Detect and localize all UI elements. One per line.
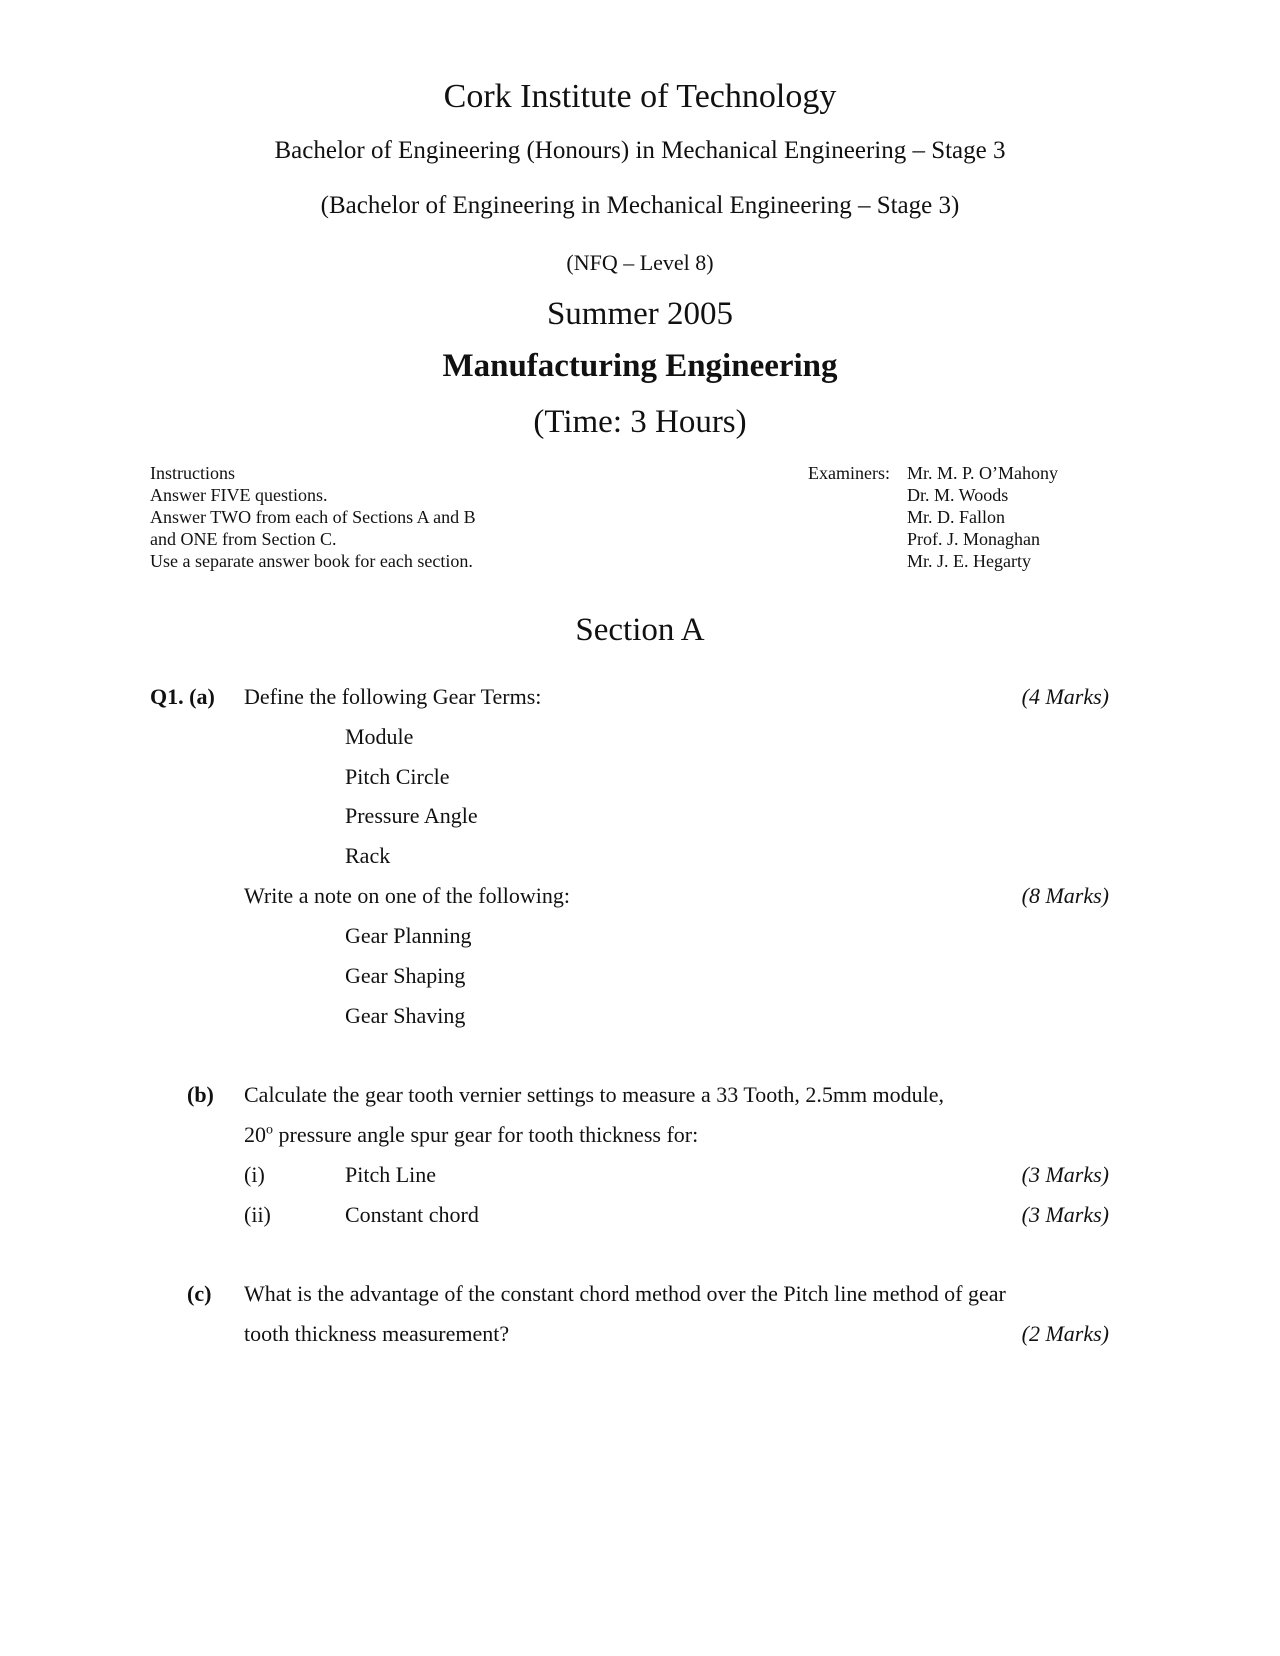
instruction-line: and ONE from Section C. xyxy=(150,529,337,549)
marks-label: (3 Marks) xyxy=(1021,1202,1109,1227)
nfq-level: (NFQ – Level 8) xyxy=(566,250,714,275)
examiner-name: Dr. M. Woods xyxy=(907,485,1009,505)
instruction-line: Answer TWO from each of Sections A and B xyxy=(150,507,476,527)
degree-symbol: o xyxy=(266,1122,273,1138)
gear-term: Module xyxy=(345,724,414,749)
part-b-line-2 xyxy=(244,1122,698,1148)
instructions-block xyxy=(150,462,476,572)
gear-term: Pressure Angle xyxy=(345,803,478,828)
question-label: Q1. (a) xyxy=(150,684,215,709)
note-topic: Gear Planning xyxy=(345,923,472,948)
part-c-line-2: tooth thickness measurement? xyxy=(244,1321,510,1346)
note-topic: Gear Shaving xyxy=(345,1003,466,1028)
part-c-line-1: What is the advantage of the constant chord method over the Pitch line method of gear xyxy=(244,1281,1006,1306)
examiner-name: Mr. J. E. Hegarty xyxy=(907,551,1031,571)
gear-term: Rack xyxy=(345,843,391,868)
module-title: Manufacturing Engineering xyxy=(442,348,838,384)
programme-title: Bachelor of Engineering (Honours) in Mechanical Engineering – Stage 3 xyxy=(274,137,1006,164)
examiner-name: Prof. J. Monaghan xyxy=(907,529,1040,549)
programme-subtitle: (Bachelor of Engineering in Mechanical Engineering – Stage 3) xyxy=(320,192,960,219)
sub-item-text: Pitch Line xyxy=(345,1162,437,1187)
instruction-line: Use a separate answer book for each section. xyxy=(150,551,473,571)
part-a-prompt-1: Define the following Gear Terms: xyxy=(244,684,542,709)
sub-item-number: (ii) xyxy=(244,1202,271,1227)
exam-duration: (Time: 3 Hours) xyxy=(533,404,747,440)
marks-label: (3 Marks) xyxy=(1021,1162,1109,1187)
marks-label: (2 Marks) xyxy=(1021,1321,1109,1346)
examiners-label: Examiners: xyxy=(808,463,890,483)
part-a-prompt-2: Write a note on one of the following: xyxy=(244,883,570,908)
institution-title: Cork Institute of Technology xyxy=(443,78,837,115)
examiners-list xyxy=(907,462,1058,572)
examiner-name: Mr. D. Fallon xyxy=(907,507,1006,527)
section-title: Section A xyxy=(575,612,705,648)
part-label: (c) xyxy=(187,1281,212,1306)
part-b-line-2-text: pressure angle spur gear for tooth thickness for: xyxy=(273,1122,699,1147)
marks-label: (4 Marks) xyxy=(1021,684,1109,709)
angle-value: 20 xyxy=(244,1122,266,1147)
instructions-heading: Instructions xyxy=(150,463,235,483)
gear-term: Pitch Circle xyxy=(345,764,450,789)
sub-item-number: (i) xyxy=(244,1162,265,1187)
exam-session: Summer 2005 xyxy=(546,296,734,332)
part-b-line-1: Calculate the gear tooth vernier settings to measure a 33 Tooth, 2.5mm module, xyxy=(244,1082,945,1107)
part-label: (b) xyxy=(187,1082,214,1107)
marks-label: (8 Marks) xyxy=(1021,883,1109,908)
examiner-name: Mr. M. P. O’Mahony xyxy=(907,463,1059,483)
instruction-line: Answer FIVE questions. xyxy=(150,485,328,505)
note-topic: Gear Shaping xyxy=(345,963,466,988)
sub-item-text: Constant chord xyxy=(345,1202,479,1227)
